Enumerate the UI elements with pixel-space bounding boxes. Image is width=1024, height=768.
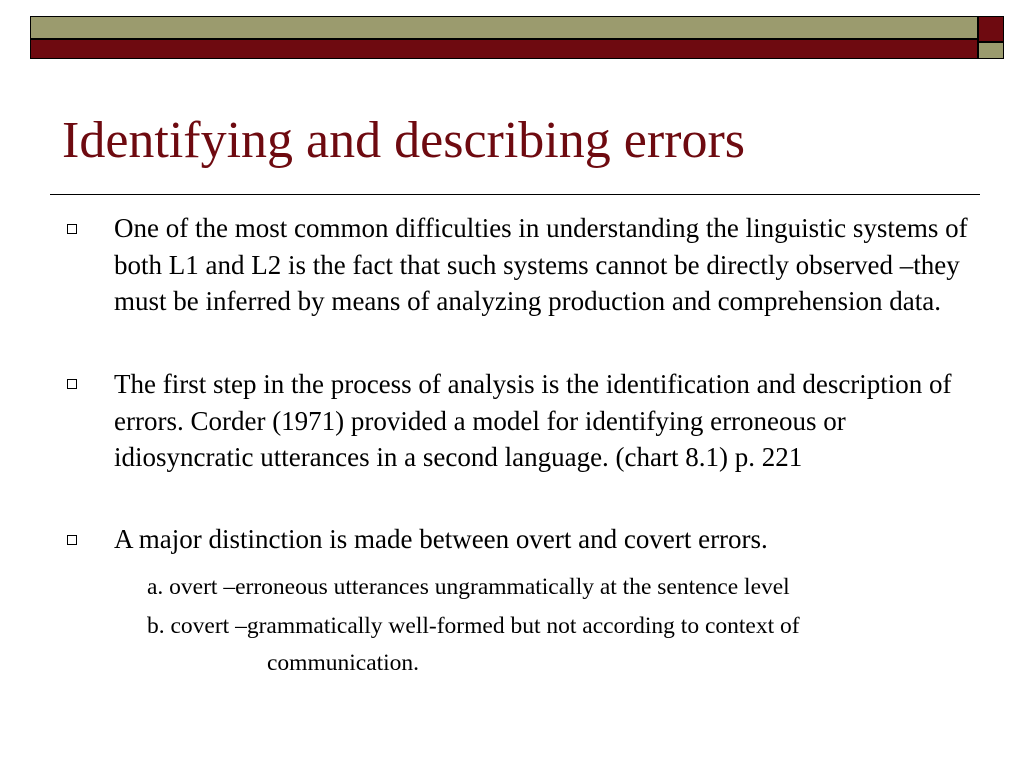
bullet-item: One of the most common difficulties in understanding the linguistic systems of both L1 and L2 is the fact that such systems cannot be directly observed –they must be inferred by means of analyzing production and comprehension data. xyxy=(114,213,968,316)
hollow-square-bullet-icon xyxy=(67,379,77,389)
sub-item-covert-line1: b. covert –grammatically well-formed but not according to context of xyxy=(147,613,800,639)
title-divider xyxy=(50,194,980,195)
bullet-item: A major distinction is made between overt and covert errors. xyxy=(114,524,768,554)
sub-item-overt: a. overt –erroneous utterances ungrammatically at the sentence level xyxy=(147,574,790,600)
hollow-square-bullet-icon xyxy=(67,535,77,545)
slide-title: Identifying and describing errors xyxy=(62,112,746,169)
corner-maroon-square xyxy=(978,16,1004,42)
sub-item-covert-line2: communication. xyxy=(267,650,420,676)
corner-olive-square xyxy=(978,42,1004,59)
header-maroon-bar xyxy=(30,39,978,59)
header-olive-bar xyxy=(30,16,978,39)
sub-item-covert xyxy=(147,608,977,682)
hollow-square-bullet-icon xyxy=(67,224,77,234)
bullet-item: The first step in the process of analysis is the identification and description of errors. Corder (1971) provided a model for identifying erroneous or idiosyncratic utterances in a second language. (chart 8.1) p. 221 xyxy=(114,369,952,472)
